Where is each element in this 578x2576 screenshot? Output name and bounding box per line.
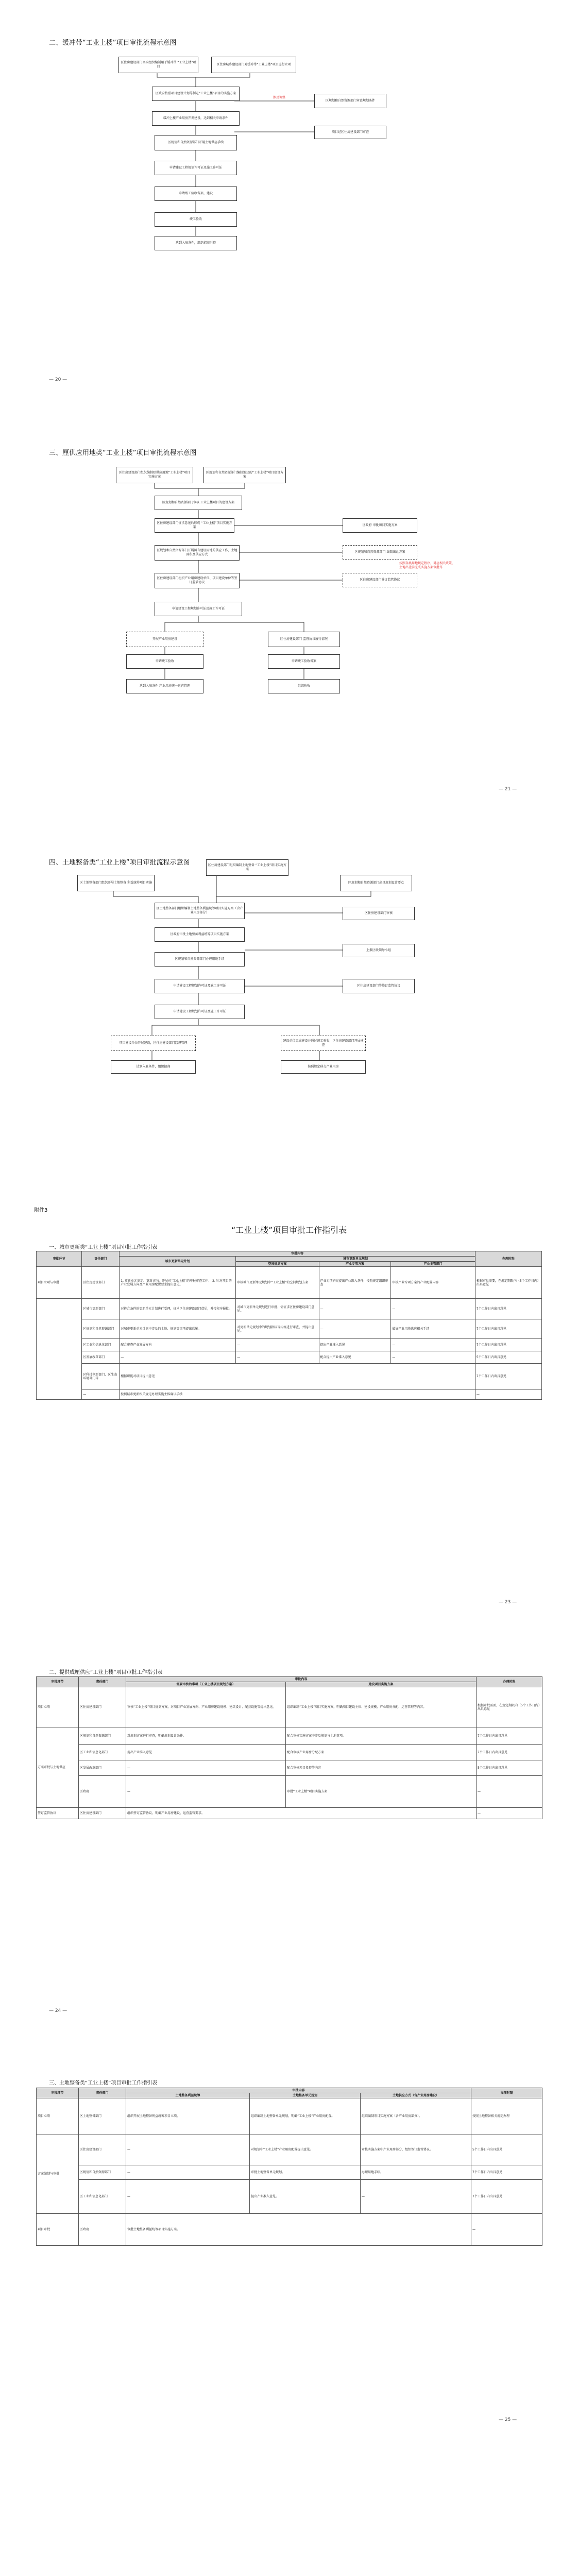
table-cell: 区政府 (79, 1776, 126, 1808)
table-cell: 配合审查产业发展方向 (120, 1339, 236, 1351)
table-cell: — (361, 2180, 471, 2214)
guide-table-2 (36, 1676, 542, 1819)
table-cell: 项目审批 (37, 2214, 79, 2246)
flow3-side3-box: 上报区级领导小组 (343, 944, 415, 957)
flow2-note: 按照各类用地规定程序，对应相关政策，土地出让前完成实施方案审批等 (399, 562, 455, 569)
flow1-step3-box: 缓冲上楼产业用房开发建设，达到相关申请条件 (152, 111, 240, 126)
flow2-side3-box: 区政府 审批项目实施方案 (343, 518, 417, 533)
flow3-bl2-box: 达到入驻条件，组织招商 (111, 1060, 196, 1074)
table-cell: 做好产业用地供应相关手续 (391, 1319, 475, 1339)
flow1-step4-box: 区规划和自然资源部门开展土地供应手续 (155, 135, 237, 150)
guide-table-3 (36, 2088, 542, 2246)
table-cell: 项目立项与审批 (37, 1267, 82, 1299)
table-cell: — (477, 1808, 542, 1819)
table-cell: 审核产业专项方案的产业配置内容 (391, 1267, 475, 1299)
table-cell: 区土地整备部门 (79, 2098, 126, 2134)
table-cell: 项目立项 (37, 1687, 79, 1727)
table-cell: 5个工作日内出具意见 (477, 1760, 542, 1776)
table-cell: 区住房建设部门 (79, 2134, 126, 2165)
attachment-label: 附件3 (34, 1208, 48, 1213)
table-cell: — (391, 1351, 475, 1364)
table-cell: 提出产业准入意见。 (250, 2180, 361, 2214)
flow2-bl-box: 开展产业用房建设 (126, 632, 203, 647)
table-cell: 签订监管协议 (37, 1808, 79, 1819)
th-content: 审批内容 (126, 1677, 477, 1682)
flow2-top-left-box: 区住房建设部门组织编制厘供应用地“工业上楼”项目实施方案 (116, 467, 193, 483)
flow3-step6-box: 申请建设工程规划许可证及施工许可证 (155, 1005, 245, 1019)
table-cell: 7个工作日内出具意见 (471, 2180, 542, 2214)
flow3-bl-box: 项目建设单位开展建设，区住房建设部门监督管理 (111, 1036, 196, 1051)
table-cell: 产业专项研究提出产业准入条件，按照规定组织审查 (319, 1267, 391, 1299)
flow2-br-box: 区住房建设部门 监督协议履行情况 (268, 632, 340, 647)
table-cell: 区规划和自然资源部门 (79, 1727, 126, 1745)
table-cell: 根据审批需要，在规定期限内（5个工作日内）出具意见 (475, 1267, 541, 1299)
th-timeline: 办理时限 (471, 2088, 542, 2098)
page-number-25: — 25 — (499, 2417, 517, 2422)
flow3-step5-box: 申请建设工程规划许可证及施工许可证 (155, 979, 245, 993)
th-c1: 城市更新单元计划 (120, 1257, 236, 1267)
th-c2: 城市更新单元规划 (236, 1257, 475, 1262)
th-content: 审批内容 (126, 2088, 471, 2093)
table-cell: 审核城市更新单元规划中“工业上楼”的空间规划方案 (236, 1267, 319, 1299)
flow3-top-mid-box: 区住房建设部门组织编制土地整备 “工业上楼”项目实施方案 (206, 859, 288, 876)
table-cell: 组织编制“工业上楼”项目实施方案，明确项目建设主体、建设规模、产业用房分配、运营管理等内容。 (286, 1687, 477, 1727)
flow3-step4-box: 区规划和自然资源部门办理用地手续 (155, 952, 245, 967)
th-timeline: 办理时限 (477, 1677, 542, 1687)
flow1-step5-box: 申请建设工程规划许可证及施工许可证 (155, 161, 237, 175)
flow2-br2-box: 申请竣工验收备案 (268, 654, 340, 669)
table-cell: 组织签订监管协议，明确产业用房建设、运营监管要求。 (126, 1808, 477, 1819)
table-cell: — (120, 1351, 236, 1364)
guide-table-main-title: “工业上楼”项目审批工作指引表 (231, 1225, 347, 1235)
table-cell: 7个工作日内出具意见 (477, 1727, 542, 1745)
page-number-24: — 24 — (49, 2008, 67, 2013)
table-cell: 对更新单元规划中的规划指标等内容进行审查，并提出意见。 (236, 1319, 319, 1339)
table-cell: — (126, 1760, 286, 1776)
flowchart-3-connectors (0, 0, 578, 1185)
th-c2b: 产业专项方案 (319, 1262, 391, 1267)
table-cell: 配合审核产业用房分配方案 (286, 1745, 477, 1760)
table-cell: 提出产业准入意见 (319, 1339, 391, 1351)
table-cell: 区工业和信息化部门 (79, 1745, 126, 1760)
table-cell: 对规划方案进行审查，明确规划设计条件。 (126, 1727, 286, 1745)
table-cell: 区发展改革部门 (82, 1351, 120, 1364)
flow1-top-left-box: 区住房建设部门牵头组织编制用于缓冲带 “工业上楼”项目 (118, 57, 198, 73)
table-cell: 审核“工业上楼”项目规划方案，对项目产业发展方向、产业用房建设规模、建筑设计、配套设施等提出意见。 (126, 1687, 286, 1727)
flow1-side3-box: 项目经区住房建设部门审查 (314, 126, 386, 139)
table-cell: — (319, 1299, 391, 1319)
th-dept: 责任部门 (82, 1251, 120, 1267)
table-cell: — (126, 1776, 286, 1808)
page-number-23: — 23 — (499, 1600, 517, 1605)
table-cell: 配合审核实施方案中涉及规划与土地事项。 (286, 1727, 477, 1745)
th-stage: 审批环节 (37, 2088, 79, 2098)
table-2-section-title: 二、提供成厘供应“工业上楼”项目审批工作指引表 (49, 1670, 163, 1675)
table-cell: 根据审批需要，在规定期限内（5个工作日内）出具意见 (477, 1687, 542, 1727)
table-cell: 7个工作日内出具意见 (475, 1339, 541, 1351)
flow3-br-box: 建设单位完成建设并通过竣工验收，区住房建设部门开展核查 (281, 1036, 366, 1051)
flow1-step7-box: 竣工验收 (155, 212, 237, 227)
th-c1: 需要审核的事项（工业上楼项目规划方案） (126, 1682, 286, 1687)
table-cell: 7个工作日内出具意见 (471, 2165, 542, 2180)
table-cell: — (236, 1351, 319, 1364)
table-cell: 方案审批与土地供应 (37, 1727, 79, 1808)
table-cell: — (126, 2134, 250, 2165)
table-cell: — (82, 1389, 120, 1400)
table-cell: 区城市更新部门 (82, 1299, 120, 1319)
flow1-step6-box: 申请竣工验收备案，建设 (155, 187, 237, 201)
flow3-step3-box: 区政府审批土地整备利益统筹项目实施方案 (155, 927, 245, 942)
flow3-br2-box: 按照规定移交产业用房 (281, 1060, 366, 1074)
page-number-20: — 20 — (49, 377, 67, 382)
table-cell: 对城市更新单元计划中涉及的土地、规划等事项提出意见。 (120, 1319, 236, 1339)
table-cell: — (391, 1339, 475, 1351)
table-cell: — (471, 2214, 542, 2246)
table-cell: 对规划中“工业上楼”产业用房配置提出意见。 (250, 2134, 361, 2165)
th-dept: 责任部门 (79, 1677, 126, 1687)
table-cell: — (477, 1776, 542, 1808)
table-cell: 审批“工业上楼”项目实施方案 (286, 1776, 477, 1808)
th-c2: 土地整备单元规划 (250, 2093, 361, 2098)
flowchart-3-title: 四、土地整备类“工业上楼”项目审批流程示意图 (49, 859, 190, 867)
table-3-section-title: 三、土地整备类“工业上楼”项目审批工作指引表 (49, 2080, 158, 2086)
th-c1: 土地整备利益统筹 (126, 2093, 250, 2098)
flow2-bl2-box: 申请竣工验收 (126, 654, 203, 669)
th-dept: 责任部门 (79, 2088, 126, 2098)
guide-table-1 (36, 1251, 542, 1400)
table-cell: 7个工作日内出具意见 (475, 1364, 541, 1389)
flow2-side5-box: 区住房建设部门签订监管协议 (343, 573, 417, 587)
table-cell: — (391, 1299, 475, 1319)
flow3-step2-box: 区土地整备部门组织编制土地整备利益统筹项目实施方案（含产业用房部分） (155, 903, 245, 919)
flow1-step2-box: 区政府按照项目建设计划等制定“工业上楼”项目的实施方案 (152, 87, 240, 101)
table-cell: 5个工作日内出具意见 (471, 2134, 542, 2165)
th-c2a: 空间规划方案 (236, 1262, 319, 1267)
flow2-bl3-box: 达到入驻条件 产业用房统一运营管理 (126, 679, 203, 693)
table-cell: — (126, 2180, 250, 2214)
table-cell: 对符合条件的更新单元计划进行受理，征求区住房建设部门意见，并按程序报批。 (120, 1299, 236, 1319)
table-cell: 区住房建设部门 (79, 1808, 126, 1819)
flow2-step6-box: 申请建设工程规划许可证及施工许可证 (155, 602, 242, 616)
table-cell: 办理用地手续。 (361, 2165, 471, 2180)
flow1-side2-box: 区规划和自然资源部门审查规划条件 (314, 94, 386, 108)
table-cell: — (236, 1339, 319, 1351)
table-cell: 区科技创新部门、区生态环境部门等 (82, 1364, 120, 1389)
page-number-21: — 21 — (499, 787, 517, 792)
flowchart-1-title: 二、缓冲带“工业上楼”项目审批流程示意图 (49, 39, 177, 47)
flowchart-2-title: 三、厘供应用地类“工业上楼”项目审批流程示意图 (49, 449, 197, 457)
table-cell: 组织编制土地整备单元规划，明确“工业上楼”产业用房配置。 (250, 2098, 361, 2134)
table-cell: — (319, 1319, 391, 1339)
table-cell: 配合提出产业准入意见 (319, 1351, 391, 1364)
table-cell: 区工业和信息化部门 (82, 1339, 120, 1351)
table-cell: 5个工作日内出具意见 (475, 1351, 541, 1364)
table-cell: 对城市更新单元规划进行审批，需征求区住房建设部门意见。 (236, 1299, 319, 1319)
table-cell: 7个工作日内出具意见 (477, 1745, 542, 1760)
table-cell: 根据职能对项目提出意见 (120, 1364, 475, 1389)
table-cell: 组织开展土地整备利益统筹项目立项。 (126, 2098, 250, 2134)
table-cell: 区工业和信息化部门 (79, 2180, 126, 2214)
flow3-top-right-box: 区规划和自然资源部门出具规划设计要点 (340, 875, 412, 891)
flow1-step8-box: 达到入驻条件，组织招商引资 (155, 236, 237, 250)
flow2-br3-box: 组织验收 (268, 679, 340, 693)
table-cell: 区规划和自然资源部门 (82, 1319, 120, 1339)
table-cell: 按照城市更新相关规定办理实施主体确认手续 (120, 1389, 475, 1400)
table-cell: — (126, 2165, 250, 2180)
table-cell: 区发展改革部门 (79, 1760, 126, 1776)
table-cell: 审批土地整备利益统筹项目实施方案。 (126, 2214, 471, 2246)
flow2-step4-box: 区规划和自然资源部门开展国有建设用地的供应工作，土地面积及供应方式 (155, 545, 240, 561)
table-cell: 7个工作日内出具意见 (475, 1319, 541, 1339)
th-stage: 审批环节 (37, 1251, 82, 1267)
table-cell: 区住房建设部门 (79, 1687, 126, 1727)
table-cell: 1. 更新单元划定、更新方向，开展对“工业上楼”的申报审查工作； 2. 针对项目的产业发展方向及产业用房配置要求提出意见。 (120, 1267, 236, 1299)
table-cell: 区政府 (79, 2214, 126, 2246)
flow2-side4-box: 区规划和自然资源部门 编制出让方案 (343, 545, 417, 560)
flow1-top-right-box: 区住房城乡建设部门对缓冲带“工业上楼”项目进行立项 (211, 57, 296, 73)
table-cell: 区规划和自然资源部门 (79, 2165, 126, 2180)
flow1-note: 涉及调整 (273, 96, 286, 99)
th-c2: 建设项目实施方案 (286, 1682, 477, 1687)
table-cell: 按照土地整备相关规定办理 (471, 2098, 542, 2134)
flow3-side2-box: 区住房建设部门审核 (343, 907, 415, 920)
flow2-top-right-box: 区规划和自然资源部门编制地块的“工业上楼”项目建设方案 (203, 467, 286, 483)
table-cell: 方案编制与审批 (37, 2134, 79, 2214)
table-cell: — (475, 1389, 541, 1400)
table-cell: 7个工作日内出具意见 (475, 1299, 541, 1319)
table-cell: 提出产业准入意见 (126, 1745, 286, 1760)
table-cell: 审核实施方案中产业用房部分，组织签订监管协议。 (361, 2134, 471, 2165)
flow3-top-left-box: 区土地整备部门组织开展土地整备 利益统筹项目实施 (77, 875, 155, 891)
table-cell: 组织编制项目实施方案（含产业用房部分）。 (361, 2098, 471, 2134)
th-stage: 审批环节 (37, 1677, 79, 1687)
flow2-step3-box: 区住房建设部门征求意见后形成 “工业上楼”项目实施方案 (155, 518, 234, 533)
flow2-step2-box: 区规划和自然资源部门审核 工业上楼项目的建设方案 (155, 496, 242, 510)
table-cell (37, 1299, 82, 1400)
table-cell: 审批土地整备单元规划。 (250, 2165, 361, 2180)
flow3-side4-box: 区住房建设部门等签订监管协议 (343, 979, 415, 993)
th-content: 审批内容 (120, 1251, 475, 1257)
th-timeline: 办理时限 (475, 1251, 541, 1267)
th-c3: 土地供应方式（含产业用房建设） (361, 2093, 471, 2098)
table-cell: 项目立项 (37, 2098, 79, 2134)
flow2-step5-box: 区住房建设部门组织产业用房建设单位、项目建设单位等签订监管协议 (155, 573, 240, 588)
table-cell: 配合审核项目投资等内容 (286, 1760, 477, 1776)
table-cell: 区住房建设部门 (82, 1267, 120, 1299)
table-1-section-title: 一、城市更新类“工业上楼”项目审批工作指引表 (49, 1245, 158, 1250)
th-c3: 产业主管部门 (391, 1262, 475, 1267)
